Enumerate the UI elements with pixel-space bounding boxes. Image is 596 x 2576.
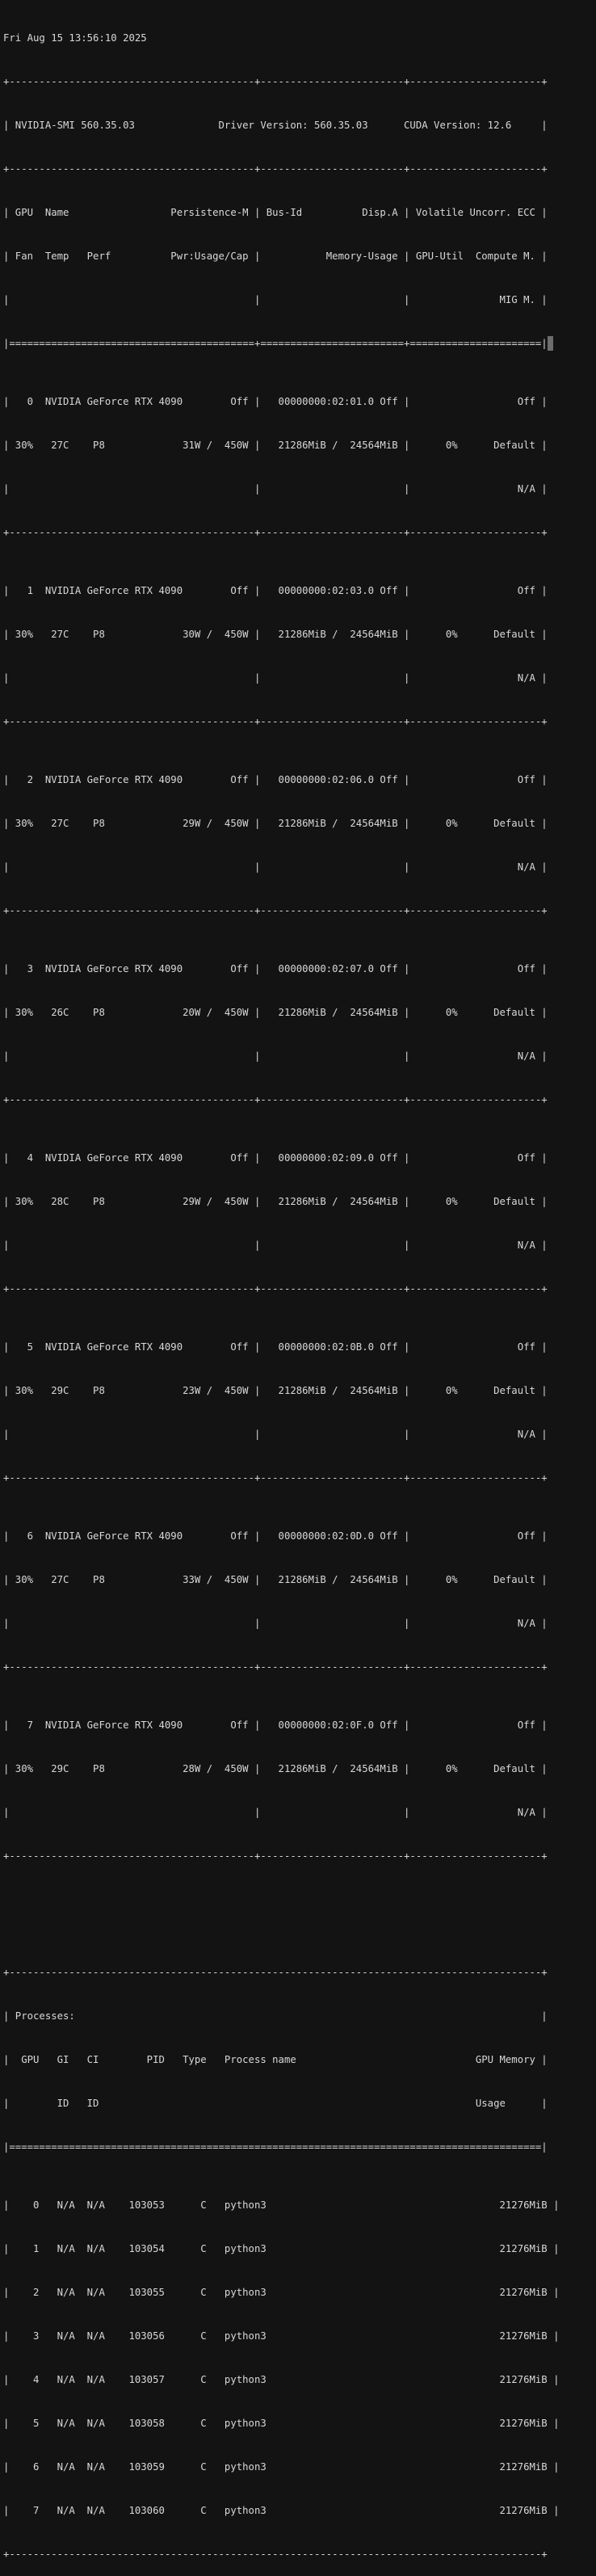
- process-row: | 0 N/A N/A 103053 C python3 21276MiB |: [3, 2199, 560, 2211]
- header-rule: +-----------------------------------------+------------------------+----------------------+: [3, 163, 548, 175]
- process-row: | 2 N/A N/A 103055 C python3 21276MiB |: [3, 2287, 560, 2298]
- process-row: | 5 N/A N/A 103058 C python3 21276MiB |: [3, 2418, 560, 2429]
- gpu-3-line-1: | 3 NVIDIA GeForce RTX 4090 Off | 00000000:02:07.0 Off | Off |: [3, 963, 548, 974]
- gpu-5-line-3: | | | N/A |: [3, 1429, 548, 1440]
- column-header-line-2: | Fan Temp Perf Pwr:Usage/Cap | Memory-Usage | GPU-Util Compute M. |: [3, 250, 548, 262]
- header-eq-rule: |=========================================+========================+======================|: [3, 338, 548, 349]
- gpu-7-line-2: | 30% 29C P8 28W / 450W | 21286MiB / 24564MiB | 0% Default |: [3, 1763, 548, 1774]
- processes-column-header-line-1: | GPU GI CI PID Type Process name GPU Memory |: [3, 2054, 548, 2065]
- gpu-6-line-3: | | | N/A |: [3, 1618, 548, 1629]
- process-row: | 7 N/A N/A 103060 C python3 21276MiB |: [3, 2505, 560, 2516]
- gpu-2-line-1: | 2 NVIDIA GeForce RTX 4090 Off | 00000000:02:06.0 Off | Off |: [3, 774, 548, 785]
- processes-bottom-rule: +-----------------------------------------------------------------------------------------+: [3, 2549, 548, 2560]
- header-separator-rule: [3, 336, 593, 351]
- gpu-6-line-1: | 6 NVIDIA GeForce RTX 4090 Off | 00000000:02:0D.0 Off | Off |: [3, 1530, 548, 1542]
- gpu-6-rule: +-----------------------------------------+------------------------+----------------------+: [3, 1661, 548, 1673]
- processes-title-line: | Processes: |: [3, 2010, 548, 2022]
- gpu-2-rule: +-----------------------------------------+------------------------+----------------------+: [3, 905, 548, 916]
- processes-column-header-line-2: | ID ID Usage |: [3, 2098, 548, 2109]
- gpu-6-line-2: | 30% 27C P8 33W / 450W | 21286MiB / 24564MiB | 0% Default |: [3, 1574, 548, 1585]
- process-row: | 6 N/A N/A 103059 C python3 21276MiB |: [3, 2461, 560, 2473]
- gpu-1-line-3: | | | N/A |: [3, 672, 548, 684]
- text-cursor: [548, 336, 553, 351]
- gpu-4-line-1: | 4 NVIDIA GeForce RTX 4090 Off | 00000000:02:09.0 Off | Off |: [3, 1152, 548, 1164]
- processes-top-rule: +-----------------------------------------------------------------------------------------+: [3, 1967, 548, 1978]
- gpu-5-rule: +-----------------------------------------+------------------------+----------------------+: [3, 1472, 548, 1484]
- gpu-7-line-3: | | | N/A |: [3, 1807, 548, 1818]
- timestamp-line: Fri Aug 15 13:56:10 2025: [3, 32, 147, 44]
- gpu-0-line-1: | 0 NVIDIA GeForce RTX 4090 Off | 00000000:02:01.0 Off | Off |: [3, 396, 548, 407]
- gpu-7-line-1: | 7 NVIDIA GeForce RTX 4090 Off | 00000000:02:0F.0 Off | Off |: [3, 1719, 548, 1731]
- gpu-4-line-2: | 30% 28C P8 29W / 450W | 21286MiB / 24564MiB | 0% Default |: [3, 1196, 548, 1207]
- gpu-3-line-2: | 30% 26C P8 20W / 450W | 21286MiB / 24564MiB | 0% Default |: [3, 1007, 548, 1018]
- blank-line: [3, 1907, 593, 1921]
- gpu-0-rule: +-----------------------------------------+------------------------+----------------------+: [3, 527, 548, 538]
- table-top-rule: +-----------------------------------------+------------------------+----------------------+: [3, 76, 548, 87]
- gpu-2-line-3: | | | N/A |: [3, 861, 548, 873]
- process-row: | 4 N/A N/A 103057 C python3 21276MiB |: [3, 2374, 560, 2385]
- processes-header-rule: |=========================================================================================|: [3, 2141, 548, 2153]
- gpu-4-rule: +-----------------------------------------+------------------------+----------------------+: [3, 1283, 548, 1294]
- gpu-7-rule: +-----------------------------------------+------------------------+----------------------+: [3, 1850, 548, 1862]
- gpu-1-line-1: | 1 NVIDIA GeForce RTX 4090 Off | 00000000:02:03.0 Off | Off |: [3, 585, 548, 596]
- process-row: | 3 N/A N/A 103056 C python3 21276MiB |: [3, 2330, 560, 2342]
- column-header-line-1: | GPU Name Persistence-M | Bus-Id Disp.A | Volatile Uncorr. ECC |: [3, 207, 548, 218]
- column-header-line-3: | | | MIG M. |: [3, 294, 548, 305]
- process-row: | 1 N/A N/A 103054 C python3 21276MiB |: [3, 2243, 560, 2254]
- gpu-3-line-3: | | | N/A |: [3, 1050, 548, 1062]
- gpu-1-line-2: | 30% 27C P8 30W / 450W | 21286MiB / 24564MiB | 0% Default |: [3, 629, 548, 640]
- smi-version-line: | NVIDIA-SMI 560.35.03 Driver Version: 560.35.03 CUDA Version: 12.6 |: [3, 120, 548, 131]
- gpu-0-line-3: | | | N/A |: [3, 483, 548, 495]
- gpu-0-line-2: | 30% 27C P8 31W / 450W | 21286MiB / 24564MiB | 0% Default |: [3, 440, 548, 451]
- gpu-5-line-2: | 30% 29C P8 23W / 450W | 21286MiB / 24564MiB | 0% Default |: [3, 1385, 548, 1396]
- gpu-2-line-2: | 30% 27C P8 29W / 450W | 21286MiB / 24564MiB | 0% Default |: [3, 818, 548, 829]
- gpu-1-rule: +-----------------------------------------+------------------------+----------------------+: [3, 716, 548, 727]
- gpu-4-line-3: | | | N/A |: [3, 1240, 548, 1251]
- gpu-3-rule: +-----------------------------------------+------------------------+----------------------+: [3, 1094, 548, 1105]
- gpu-5-line-1: | 5 NVIDIA GeForce RTX 4090 Off | 00000000:02:0B.0 Off | Off |: [3, 1341, 548, 1353]
